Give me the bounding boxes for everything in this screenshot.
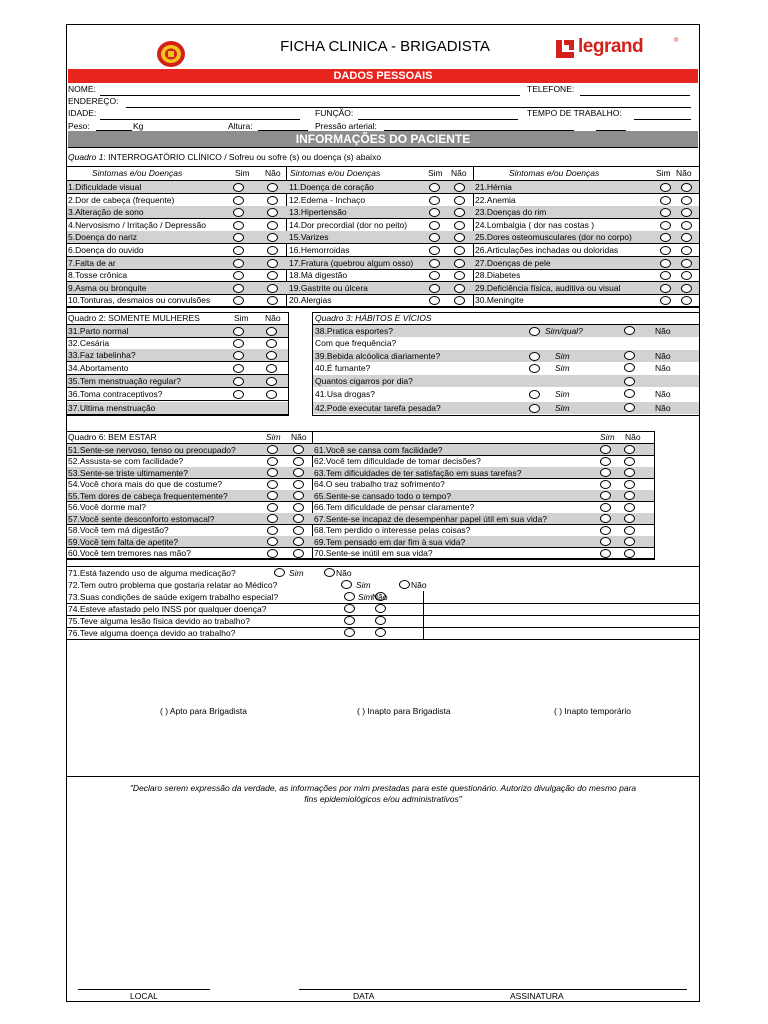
q3-sim-label: Sim xyxy=(555,363,570,373)
q6-right-nao-radio[interactable] xyxy=(624,537,635,546)
q1-col1-nao: Não xyxy=(265,168,281,178)
q1-sim-radio[interactable] xyxy=(233,196,244,205)
q7-nao-radio[interactable] xyxy=(399,580,410,589)
q1-item-label: 5.Doença do nariz xyxy=(68,232,137,243)
q2-row-line xyxy=(66,414,289,415)
endereco-label: ENDEREÇO: xyxy=(68,96,119,106)
q1-nao-radio[interactable] xyxy=(454,259,465,268)
q3-nao-label: Não xyxy=(655,326,671,336)
q6-right-sim-radio[interactable] xyxy=(600,537,611,546)
q2-title: Quadro 2: SOMENTE MULHERES xyxy=(68,313,200,323)
q2-sim-radio[interactable] xyxy=(233,339,244,348)
q7-nao-radio[interactable] xyxy=(375,604,386,613)
brand-name: legrand xyxy=(578,36,644,57)
q1-sim-radio[interactable] xyxy=(660,196,671,205)
q1-item-label: 6.Doença do ouvido xyxy=(68,245,144,255)
q1-nao-radio[interactable] xyxy=(681,284,692,293)
q2-sim: Sim xyxy=(234,313,249,323)
q7-item-label: 71.Está fazendo uso de alguma medicação? xyxy=(68,567,236,578)
q6-left-nao-radio[interactable] xyxy=(293,457,304,466)
q3-item-label: 39.Bebida alcóolica diariamente? xyxy=(315,351,441,361)
q7-nao-label: Não xyxy=(411,579,427,590)
q3-item-label: 42.Pode executar tarefa pesada? xyxy=(315,403,441,413)
q7-item-label: 74.Esteve afastado pelo INSS por qualquer doença? xyxy=(68,603,267,614)
q2-row-line xyxy=(66,400,289,401)
q1-nao-radio[interactable] xyxy=(681,221,692,230)
q3-nao-radio[interactable] xyxy=(624,351,635,360)
q1-title: Quadro 1: INTERROGATÓRIO CLÍNICO / Sofreu ou sofre (s) ou doença (s) abaixo xyxy=(68,152,382,162)
q6-right-sim-radio[interactable] xyxy=(600,526,611,535)
q1-item-label: 16.Hemorroidas xyxy=(289,245,350,255)
q1-nao-radio[interactable] xyxy=(681,246,692,255)
q2-sim-radio[interactable] xyxy=(233,364,244,373)
q1-nao-radio[interactable] xyxy=(267,221,278,230)
q1-item-label: 27.Doenças de pele xyxy=(475,257,551,268)
q1-item-label: 8.Tosse crônica xyxy=(68,270,128,281)
q1-sim-radio[interactable] xyxy=(660,284,671,293)
q3-sim-radio[interactable] xyxy=(529,364,540,373)
legrand-logo xyxy=(555,37,685,61)
q3-nao-label: Não xyxy=(655,363,671,373)
q1-sim-radio[interactable] xyxy=(233,284,244,293)
q1-item-label: 4.Nervosismo / Irritação / Depressão xyxy=(68,219,206,230)
peso-label: Peso: xyxy=(68,121,90,131)
q6-left-label: 59.Você tem falta de apetite? xyxy=(68,536,179,547)
q1-sim-radio[interactable] xyxy=(233,183,244,192)
q2-sim-radio[interactable] xyxy=(233,351,244,360)
q1-sim-radio[interactable] xyxy=(233,221,244,230)
q6-right-nao-radio[interactable] xyxy=(624,503,635,512)
funcao-line xyxy=(358,119,518,120)
q1-item-label: 19.Gastrite ou úlcera xyxy=(289,282,368,293)
q3-nao-label: Não xyxy=(655,351,671,361)
q1-col2-sim: Sim xyxy=(428,168,443,178)
q1-item-label: 9.Asma ou bronquite xyxy=(68,282,147,293)
q2-sim-radio[interactable] xyxy=(233,390,244,399)
q3-item-label: 38.Pratica esportes? xyxy=(315,326,393,336)
q1-item-label: 25.Dores osteomusculares (dor no corpo) xyxy=(475,232,632,243)
q2-nao-radio[interactable] xyxy=(266,351,277,360)
q6-left-nao-radio[interactable] xyxy=(293,514,304,523)
q1-item-label: 21.Hérnia xyxy=(475,182,512,192)
q6-left-label: 51.Sente-se nervoso, tenso ou preocupado? xyxy=(68,444,236,455)
q1-row-band xyxy=(67,181,699,193)
q1-item-label: 26.Articulações inchadas ou doloridas xyxy=(475,245,619,255)
data-line xyxy=(299,989,431,990)
q3-nao-radio[interactable] xyxy=(624,389,635,398)
idade-label: IDADE: xyxy=(68,108,97,118)
q2-sim-radio[interactable] xyxy=(233,327,244,336)
q6-right-nao-radio[interactable] xyxy=(624,514,635,523)
q6-left-nao-radio[interactable] xyxy=(293,480,304,489)
q6-right-sim-radio[interactable] xyxy=(600,468,611,477)
q2-item-label: 35.Tem menstruação regular? xyxy=(68,376,181,386)
tempo-line xyxy=(634,119,691,120)
q6-right-nao-radio[interactable] xyxy=(624,457,635,466)
section-dados-pessoais: DADOS PESSOAIS xyxy=(68,69,698,83)
q7-sim-radio[interactable] xyxy=(344,616,355,625)
q7-item-label: 76.Teve alguma doença devido ao trabalho? xyxy=(68,627,236,638)
funcao-label: FUNÇÃO: xyxy=(315,108,354,118)
q6-right-sim-radio[interactable] xyxy=(600,457,611,466)
q1-item-label: 3.Alteração de sono xyxy=(68,207,144,218)
q1-item-label: 20.Alergias xyxy=(289,295,332,306)
q7-item-label: 75.Teve alguma lesão física devido ao trabalho? xyxy=(68,615,250,626)
q1-item-label: 23.Doenças do rim xyxy=(475,207,547,218)
q1-item-label: 11.Doença de coração xyxy=(289,182,374,192)
q1-nao-radio[interactable] xyxy=(267,196,278,205)
q7-item-label: 72.Tem outro problema que gostaria relatar ao Médico? xyxy=(68,579,278,590)
q1-nao-radio[interactable] xyxy=(454,221,465,230)
q3-item-label: Quantos cigarros por dia? xyxy=(315,376,413,386)
q1-sim-radio[interactable] xyxy=(429,284,440,293)
q6-left-nao-radio[interactable] xyxy=(293,491,304,500)
q6-left-label: 55.Tem dores de cabeça frequentemente? xyxy=(68,490,228,501)
pressao-label: Pressão arterial: xyxy=(315,121,377,131)
idade-line xyxy=(100,119,300,120)
q1-col3-sim: Sim xyxy=(656,168,671,178)
q1-col1-header: Sintomas e/ou Doenças xyxy=(92,168,183,178)
q1-item-label: 13.Hipertensão xyxy=(289,207,347,218)
altura-label: Altura: xyxy=(228,121,253,131)
q1-item-label: 14.Dor precordial (dor no peito) xyxy=(289,219,408,230)
q2-item-label: 32.Cesária xyxy=(68,338,110,348)
q2-nao-radio[interactable] xyxy=(266,390,277,399)
q7-sim-radio[interactable] xyxy=(274,568,285,577)
q6-right-label: 64.O seu trabalho traz sofrimento? xyxy=(314,479,445,489)
assinatura-label: ASSINATURA xyxy=(510,991,564,1001)
q6-left-sim-radio[interactable] xyxy=(267,480,278,489)
q3-sim-label: Sim xyxy=(555,389,570,399)
q1-item-label: 7.Falta de ar xyxy=(68,257,116,268)
q2-item-label: 37.Ultima menstruação xyxy=(68,403,156,413)
q3-nao-radio[interactable] xyxy=(624,403,635,412)
inapto-option[interactable]: ( ) Inapto para Brigadista xyxy=(357,706,451,716)
q6-left-sim-radio[interactable] xyxy=(267,537,278,546)
q6-right-sim-radio[interactable] xyxy=(600,480,611,489)
q6-left-label: 56.Você dorme mal? xyxy=(68,502,146,512)
q1-sim-radio[interactable] xyxy=(660,259,671,268)
q1-item-label: 30.Meningite xyxy=(475,295,524,306)
nome-line xyxy=(100,95,520,96)
q6-left-sim-radio[interactable] xyxy=(267,468,278,477)
q3-sim-label: Sim/qual? xyxy=(545,326,583,336)
q1-item-label: 28.Diabetes xyxy=(475,270,521,281)
q3-sim-label: Sim xyxy=(555,403,570,413)
q1-row-line xyxy=(66,306,700,307)
tempo-trabalho-label: TEMPO DE TRABALHO: xyxy=(527,108,622,118)
q1-col3-nao: Não xyxy=(676,168,692,178)
q1-sim-radio[interactable] xyxy=(660,183,671,192)
q6-left-sim-radio[interactable] xyxy=(267,491,278,500)
q7-sim-label: Sim xyxy=(289,567,304,578)
q7-sim-label: Sim xyxy=(356,579,371,590)
q6-right-sim-radio[interactable] xyxy=(600,549,611,558)
data-label: DATA xyxy=(353,991,375,1001)
q1-row-line xyxy=(66,269,700,270)
q6-left-sim-radio[interactable] xyxy=(267,549,278,558)
q6-left-sim: Sim xyxy=(266,432,281,442)
inapto-temporario-option[interactable]: ( ) Inapto temporário xyxy=(554,706,632,716)
q1-item-label: 22.Anemia xyxy=(475,194,516,205)
q7-nao-radio[interactable] xyxy=(324,568,335,577)
q1-nao-radio[interactable] xyxy=(681,183,692,192)
q7-sim-radio[interactable] xyxy=(344,628,355,637)
brand-mark: ® xyxy=(674,38,679,44)
q1-nao-radio[interactable] xyxy=(267,246,278,255)
q7-nao-label: Não xyxy=(372,591,388,602)
q6-right-nao-radio[interactable] xyxy=(624,468,635,477)
q6-right-nao-radio[interactable] xyxy=(624,549,635,558)
q3-sim-radio[interactable] xyxy=(529,327,540,336)
q2-row-line xyxy=(66,387,289,388)
q2-nao-radio[interactable] xyxy=(266,339,277,348)
q6-right-label: 61.Você se cansa com facilidade? xyxy=(314,444,443,455)
q6-right-label: 62.Você tem dificuldade de tomar decisões? xyxy=(314,456,481,466)
q6-row-line xyxy=(66,559,655,560)
q7-nao-radio[interactable] xyxy=(375,616,386,625)
q1-sim-radio[interactable] xyxy=(429,246,440,255)
q6-right-label: 68.Tem perdido o interesse pelas coisas? xyxy=(314,525,471,535)
q2-row-line xyxy=(66,361,289,362)
brigade-emblem-icon xyxy=(156,40,186,68)
telefone-line xyxy=(580,95,690,96)
resultado-bottom-line xyxy=(66,776,700,777)
q1-item-label: 12.Edema - Inchaço xyxy=(289,194,366,205)
q1-item-label: 2.Dor de cabeça (frequente) xyxy=(68,194,175,205)
q1-nao-radio[interactable] xyxy=(267,284,278,293)
q6-right-sim-radio[interactable] xyxy=(600,445,611,454)
q1-nao-radio[interactable] xyxy=(454,196,465,205)
q1-sim-radio[interactable] xyxy=(429,259,440,268)
q6-left-nao-radio[interactable] xyxy=(293,445,304,454)
local-line xyxy=(78,989,210,990)
kg-label: Kg xyxy=(133,121,144,131)
q6-left-nao-radio[interactable] xyxy=(293,537,304,546)
q1-sim-radio[interactable] xyxy=(660,246,671,255)
apto-option[interactable]: ( ) Apto para Brigadista xyxy=(160,706,247,716)
q2-nao: Não xyxy=(265,313,281,323)
q1-item-label: 18.Má digestão xyxy=(289,270,348,281)
q3-sim-radio[interactable] xyxy=(529,390,540,399)
q6-right-sim-radio[interactable] xyxy=(600,503,611,512)
q1-col3-header: Sintomas e/ou Doenças xyxy=(509,168,600,178)
q6-left-nao-radio[interactable] xyxy=(293,526,304,535)
q6-right-sim-radio[interactable] xyxy=(600,491,611,500)
q2-sim-radio[interactable] xyxy=(233,377,244,386)
q3-sim-label: Sim xyxy=(555,351,570,361)
q1-col2-nao: Não xyxy=(451,168,467,178)
q1-nao-radio[interactable] xyxy=(681,196,692,205)
q7-sim-radio[interactable] xyxy=(344,604,355,613)
q3-nao-radio[interactable] xyxy=(624,363,635,372)
q3-title: Quadro 3: HÁBITOS E VÍCIOS xyxy=(315,313,432,323)
q6-left-sim-radio[interactable] xyxy=(267,514,278,523)
q1-nao-radio[interactable] xyxy=(267,259,278,268)
q6-title: Quadro 6: BEM ESTAR xyxy=(68,432,157,442)
telefone-label: TELEFONE: xyxy=(527,84,575,94)
q1-nao-radio[interactable] xyxy=(681,259,692,268)
q6-right-label: 65.Sente-se cansado todo o tempo? xyxy=(314,490,452,501)
page-title: FICHA CLINICA - BRIGADISTA xyxy=(280,38,490,55)
q3-sim-radio[interactable] xyxy=(529,404,540,413)
q1-nao-radio[interactable] xyxy=(454,246,465,255)
declaracao-text: "Declaro serem expressão da verdade, as informações por mim prestadas para este questionário. Autorizo divulgação do mesmo para fins epidemiológicos e/ou administrativos" xyxy=(129,783,637,804)
nome-label: NOME: xyxy=(68,84,96,94)
q7-bottom-line xyxy=(66,639,700,640)
q6-left-label: 57.Você sente desconforto estomacal? xyxy=(68,513,215,524)
assinatura-line xyxy=(431,989,687,990)
q2-nao-radio[interactable] xyxy=(266,327,277,336)
q6-left-nao-radio[interactable] xyxy=(293,468,304,477)
q1-sim-radio[interactable] xyxy=(429,196,440,205)
q6-left-nao-radio[interactable] xyxy=(293,549,304,558)
q1-item-label: 1.Dificuldade visual xyxy=(68,182,142,192)
q2-nao-radio[interactable] xyxy=(266,377,277,386)
q7-nao-radio[interactable] xyxy=(375,628,386,637)
q1-item-label: 15.Varizes xyxy=(289,232,329,243)
q2-nao-radio[interactable] xyxy=(266,364,277,373)
q6-left-sim-radio[interactable] xyxy=(267,503,278,512)
q7-sim-label: Sim xyxy=(358,591,373,602)
q6-right-nao-radio[interactable] xyxy=(624,491,635,500)
q3-item-label: 40.É fumante? xyxy=(315,363,371,373)
q2-item-label: 36.Toma contraceptivos? xyxy=(68,389,163,399)
q3-item-label: Com que frequência? xyxy=(315,338,397,348)
q3-nao-label: Não xyxy=(655,389,671,399)
q6-left-nao: Não xyxy=(291,432,307,442)
q6-right-nao: Não xyxy=(625,432,641,442)
q6-left-label: 60.Você tem tremores nas mão? xyxy=(68,548,191,558)
q7-sim-radio[interactable] xyxy=(341,580,352,589)
q1-nao-radio[interactable] xyxy=(454,183,465,192)
q2-item-label: 34.Abortamento xyxy=(68,363,129,373)
q1-item-label: 17.Fratura (quebrou algum osso) xyxy=(289,257,414,268)
q6-right-sim-radio[interactable] xyxy=(600,514,611,523)
q6-left-label: 53.Sente-se triste ultimamente? xyxy=(68,467,189,478)
local-label: LOCAL xyxy=(130,991,158,1001)
q3-nao-radio[interactable] xyxy=(624,326,635,335)
q6-right-label: 63.Tem dificuldades de ter satisfação em suas tarefas? xyxy=(314,467,522,478)
q7-nao-label: Não xyxy=(336,567,352,578)
q2-item-label: 31.Parto normal xyxy=(68,326,129,336)
q1-item-label: 24.Lombalgia ( dor nas costas ) xyxy=(475,219,595,230)
q6-right-nao-radio[interactable] xyxy=(624,480,635,489)
q6-left-sim-radio[interactable] xyxy=(267,526,278,535)
q7-sim-radio[interactable] xyxy=(344,592,355,601)
q1-sim-radio[interactable] xyxy=(233,259,244,268)
q1-sim-radio[interactable] xyxy=(660,221,671,230)
q6-right-label: 70.Sente-se inútil em sua vida? xyxy=(314,548,433,558)
q3-sim-radio[interactable] xyxy=(529,352,540,361)
q1-row-band xyxy=(67,206,699,218)
q6-left-label: 54.Você chora mais do que de costume? xyxy=(68,479,223,489)
q6-right-label: 69.Tem pensado em dar fim à sua vida? xyxy=(314,536,466,547)
q6-right-nao-radio[interactable] xyxy=(624,526,635,535)
q1-col1-sim: Sim xyxy=(235,168,250,178)
q1-item-label: 10.Tonturas, desmaios ou convulsões xyxy=(68,295,211,306)
q6-right-sim: Sim xyxy=(600,432,615,442)
q3-item-label: 41.Usa drogas? xyxy=(315,389,376,399)
q3-extra-radio[interactable] xyxy=(624,377,635,386)
q6-left-sim-radio[interactable] xyxy=(267,445,278,454)
q1-sim-radio[interactable] xyxy=(429,183,440,192)
q1-item-label: 29.Deficiência física, auditiva ou visual xyxy=(475,282,621,293)
q3-nao-label: Não xyxy=(655,403,671,413)
q7-divider xyxy=(423,591,424,639)
q6-left-sim-radio[interactable] xyxy=(267,457,278,466)
q6-right-label: 67.Sente-se incapaz de desempenhar papel útil em sua vida? xyxy=(314,513,547,524)
q1-nao-radio[interactable] xyxy=(267,183,278,192)
q6-left-label: 52.Assusta-se com facilidade? xyxy=(68,456,184,466)
q6-left-label: 58.Você tem má digestão? xyxy=(68,525,169,535)
q1-nao-radio[interactable] xyxy=(454,284,465,293)
q6-left-nao-radio[interactable] xyxy=(293,503,304,512)
q7-item-label: 73.Suas condições de saúde exigem trabalho especial? xyxy=(68,591,279,602)
q6-right-nao-radio[interactable] xyxy=(624,445,635,454)
q1-sim-radio[interactable] xyxy=(429,221,440,230)
section-informacoes: INFORMAÇÕES DO PACIENTE xyxy=(68,131,698,148)
q6-right-label: 66.Tem dificuldade de pensar claramente? xyxy=(314,502,475,512)
q2-item-label: 33.Faz tabelinha? xyxy=(68,350,136,360)
q1-sim-radio[interactable] xyxy=(233,246,244,255)
q1-col2-header: Sintomas e/ou Doenças xyxy=(290,168,381,178)
